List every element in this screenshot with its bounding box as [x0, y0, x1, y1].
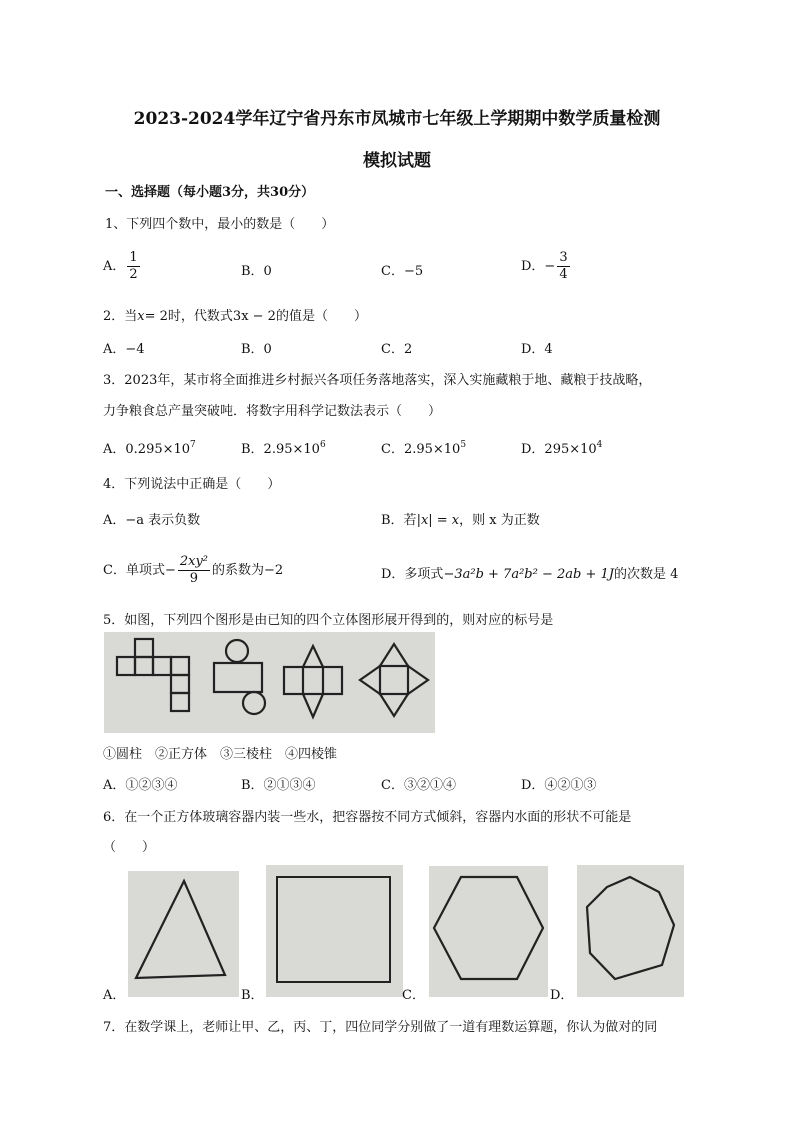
q3-option-d: D．$295\times 10^4$ — [521, 440, 603, 457]
q2-option-d: D．4 — [521, 342, 553, 357]
q4-option-a: A．−a 表示负数 — [103, 513, 201, 528]
q5-stem: 5．如图，下列四个图形是由已知的四个立体图形展开得到的，则对应的标号是 — [103, 613, 554, 628]
section-heading: 一、选择题（每小题3分，共30分） — [105, 185, 315, 200]
q6-heptagon-drawing — [577, 865, 684, 997]
q1-option-d: D．− $\frac{3}{4}$ — [521, 250, 568, 282]
q2-option-a: A．−4 — [103, 342, 145, 357]
q6-option-d-label: D． — [550, 988, 574, 1003]
q1-option-a: A． $\frac{1}{2}$ — [103, 250, 138, 282]
q2-option-c: C．2 — [381, 342, 413, 357]
q3-option-a: A．$0.295\times 10^7$ — [103, 440, 196, 457]
q6-option-b-label: B． — [241, 988, 264, 1003]
q4-option-b: B．若|x| = x，则 x 为正数 — [381, 513, 540, 528]
q1-option-b: B．0 — [241, 264, 272, 279]
q5-nets-drawing — [104, 632, 435, 733]
q5-option-c: C．③②①④ — [381, 778, 456, 793]
q6-hexagon-drawing — [429, 866, 548, 997]
q1-stem: 1、下列四个数中，最小的数是（ ） — [105, 217, 335, 232]
q6-rectangle-drawing — [266, 865, 403, 997]
q5-option-a: A．①②③④ — [103, 778, 178, 793]
q1-option-c: C．−5 — [381, 264, 424, 279]
q6-option-c-label: C． — [402, 988, 425, 1003]
q6-option-c-hexagon-image — [429, 866, 548, 997]
q3-option-b: B．$2.95\times 10^6$ — [241, 440, 326, 457]
q5-option-d: D．④②①③ — [521, 778, 597, 793]
q4-option-c: C．单项式− $\frac{\text{2xy²}}{9}$ 的系数为−2 — [103, 554, 284, 586]
q2-stem: 2．当x= 2时，代数式3x − 2的值是（ ） — [103, 309, 367, 324]
q6-option-b-rectangle-image — [266, 865, 403, 997]
q6-option-a-label: A． — [103, 988, 126, 1003]
q3-option-c: C．$2.95\times 10^5$ — [381, 440, 467, 457]
q7-stem-line-1: 7．在数学课上，老师让甲、乙，丙、丁，四位同学分别做了一道有理数运算题，你认为做对的同 — [103, 1020, 658, 1035]
q6-stem-line-2: （ ） — [103, 840, 156, 855]
title-line-2: 模拟试题 — [363, 151, 431, 171]
q5-option-b: B．②①③④ — [241, 778, 316, 793]
q3-stem-line-2: 力争粮食总产量突破吨．将数字用科学记数法表示（ ） — [103, 404, 442, 419]
q6-option-d-heptagon-image — [577, 865, 684, 997]
q2-option-b: B．0 — [241, 342, 272, 357]
q4-option-d: D．多项式−3a²b + 7a²b² − 2ab + 1J的次数是 4 — [381, 567, 679, 582]
q3-stem-line-1: 3．2023年，某市将全面推进乡村振兴各项任务落地落实，深入实施藏粮于地、藏粮于技战略， — [103, 373, 652, 388]
q5-nets-figure — [104, 632, 435, 733]
q6-triangle-drawing — [128, 871, 239, 997]
q6-stem-line-1: 6．在一个正方体玻璃容器内装一些水，把容器按不同方式倾斜，容器内水面的形状不可能是 — [103, 810, 632, 825]
q6-option-a-triangle-image — [128, 871, 239, 997]
q4-stem: 4．下列说法中正确是（ ） — [103, 477, 281, 492]
q5-legend: ①圆柱 ②正方体 ③三棱柱 ④四棱锥 — [103, 747, 338, 762]
title-line-1: 2023-2024学年辽宁省丹东市凤城市七年级上学期期中数学质量检测 — [133, 109, 661, 129]
